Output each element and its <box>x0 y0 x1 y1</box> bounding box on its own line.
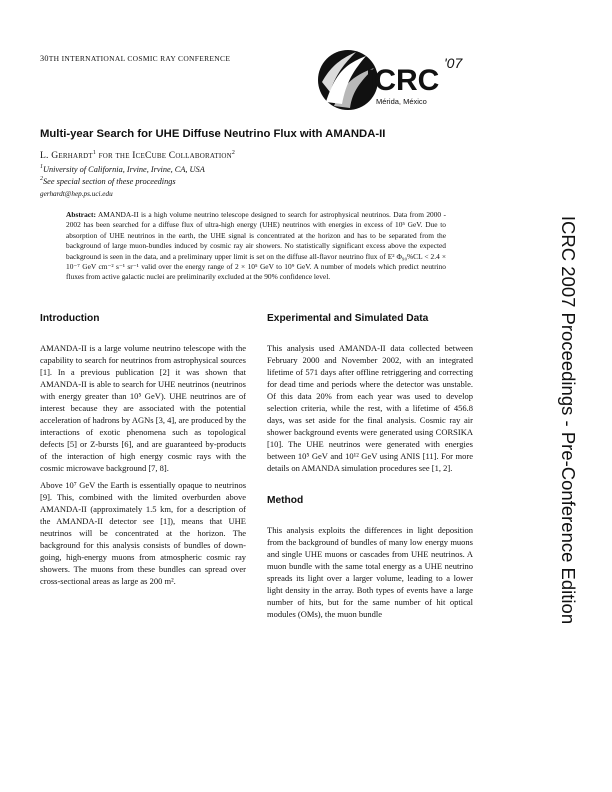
affiliation-1 <box>40 164 205 174</box>
logo-year: '07 <box>444 55 463 71</box>
abstract-text: AMANDA-II is a high volume neutrino telescope designed to search for astrophysical neutrinos. Data from 2000 - 2002 has been searched for a diffuse flux of ultra-high energy (UHE) neutrinos with energies in excess of 10⁵ GeV. Due to absorption of UHE neutrinos in the earth, the UHE signal is concentrated at the horizon and has to be separated from the background of large muon-bundles induced by cosmic ray air showers. No statistically significant excess above the expected background is seen in the data, and a preliminary upper limit is set on the diffuse all-flavor neutrino flux of E² Φ₉₀%CL < 2.4 × 10⁻⁷ GeV cm⁻² s⁻¹ sr⁻¹ valid over the energy range of 2 × 10⁵ GeV to 10⁹ GeV. A number of models which predict neutrino fluxes from active galactic nuclei are preliminarily excluded at the 90% confidence level. <box>66 210 446 282</box>
logo-location: Mérida, México <box>376 97 427 106</box>
icrc-logo <box>316 42 472 114</box>
conference-name: TH INTERNATIONAL COSMIC RAY CONFERENCE <box>48 54 231 63</box>
affil1-sup: 1 <box>40 164 43 170</box>
introduction-paragraph-2: Above 10⁷ GeV the Earth is essentially opaque to neutrinos [9]. This, combined with the limited overburden above AMANDA-II (approximately 1.5 km, for a description of the AMANDA-II detector see [1]), means that UHE neutrinos will be concentrated at the horizon. The background for this analysis consists of bundles of down-going, high-energy muons from atmospheric cosmic ray showers. The muons from these bundles can spread over cross-sectional areas as large as 200 m². <box>40 480 246 586</box>
method-paragraph-1: This analysis exploits the differences in light deposition from the background of bundles of many low energy muons and single UHE muons or cascades from UHE neutrinos. A muon bundle with the same total energy as a UHE neutrino spreads its light over a larger volume, leading to a lower light density in the array. Both types of events have a large number of hits, but for the same number of hit optical modules (OMs), the muon bundle <box>267 525 473 619</box>
affiliation-2 <box>40 176 176 186</box>
collaboration: for the IceCube Collaboration <box>96 150 232 162</box>
paper-title: Multi-year Search for UHE Diffuse Neutrino Flux with AMANDA-II <box>40 128 386 140</box>
author-line <box>40 150 235 161</box>
conference-header <box>40 54 230 63</box>
method-heading: Method <box>267 495 304 506</box>
conference-number: 30 <box>40 54 49 63</box>
experimental-heading: Experimental and Simulated Data <box>267 313 429 324</box>
author-sup1: 1 <box>92 150 97 156</box>
sidebar-text: ICRC 2007 Proceedings - Pre-Conference Edition <box>558 215 579 625</box>
abstract <box>66 210 446 283</box>
introduction-paragraph-1: AMANDA-II is a large volume neutrino telescope with the capability to search for neutrinos from astrophysical sources [1]. In a previous publication [2] it was shown that AMANDA-II is able to search for UHE neutrinos (neutrinos with energy greater than 10⁵ GeV). UHE neutrinos are of interest because they are associated with the potential acceleration of hadrons by AGNs [3, 4], are produced by the interactions of exotic phenomena such as topological defects [5] or Z-bursts [6], and are guaranteed by-products of the interaction of high energy cosmic rays with the cosmic microwave background [7, 8]. <box>40 343 246 473</box>
author-name: L. Gerhardt <box>40 150 93 162</box>
introduction-heading: Introduction <box>40 313 100 324</box>
left-column <box>40 312 246 592</box>
affil1-text: University of California, Irvine, Irvine, CA, USA <box>43 164 205 174</box>
proceedings-sidebar <box>548 170 588 670</box>
affil2-sup: 2 <box>40 176 43 182</box>
author-email[interactable]: gerhardt@hep.ps.uci.edu <box>40 190 113 198</box>
abstract-label: Abstract: <box>66 210 96 219</box>
experimental-paragraph-1: This analysis used AMANDA-II data collected between February 2000 and November 2002, with an integrated lifetime of 571 days after offline retriggering and correcting for dead time and periods where the detector was unstable. Of this data 20% from each year was used to develop selection criteria, while the rest, with a lifetime of 456.8 days, was set aside for the final analysis. Cosmic ray air shower background events were generated using CORSIKA [10]. The UHE neutrinos were generated with energies between 10⁵ GeV and 10¹² GeV using ANIS [11]. For more details on AMANDA simulation procedures see [1, 2]. <box>267 343 473 473</box>
affil2-text: See special section of these proceedings <box>43 176 176 186</box>
author-sup2: 2 <box>231 150 236 156</box>
logo-text: ICRC <box>366 64 440 97</box>
right-column <box>267 312 473 625</box>
